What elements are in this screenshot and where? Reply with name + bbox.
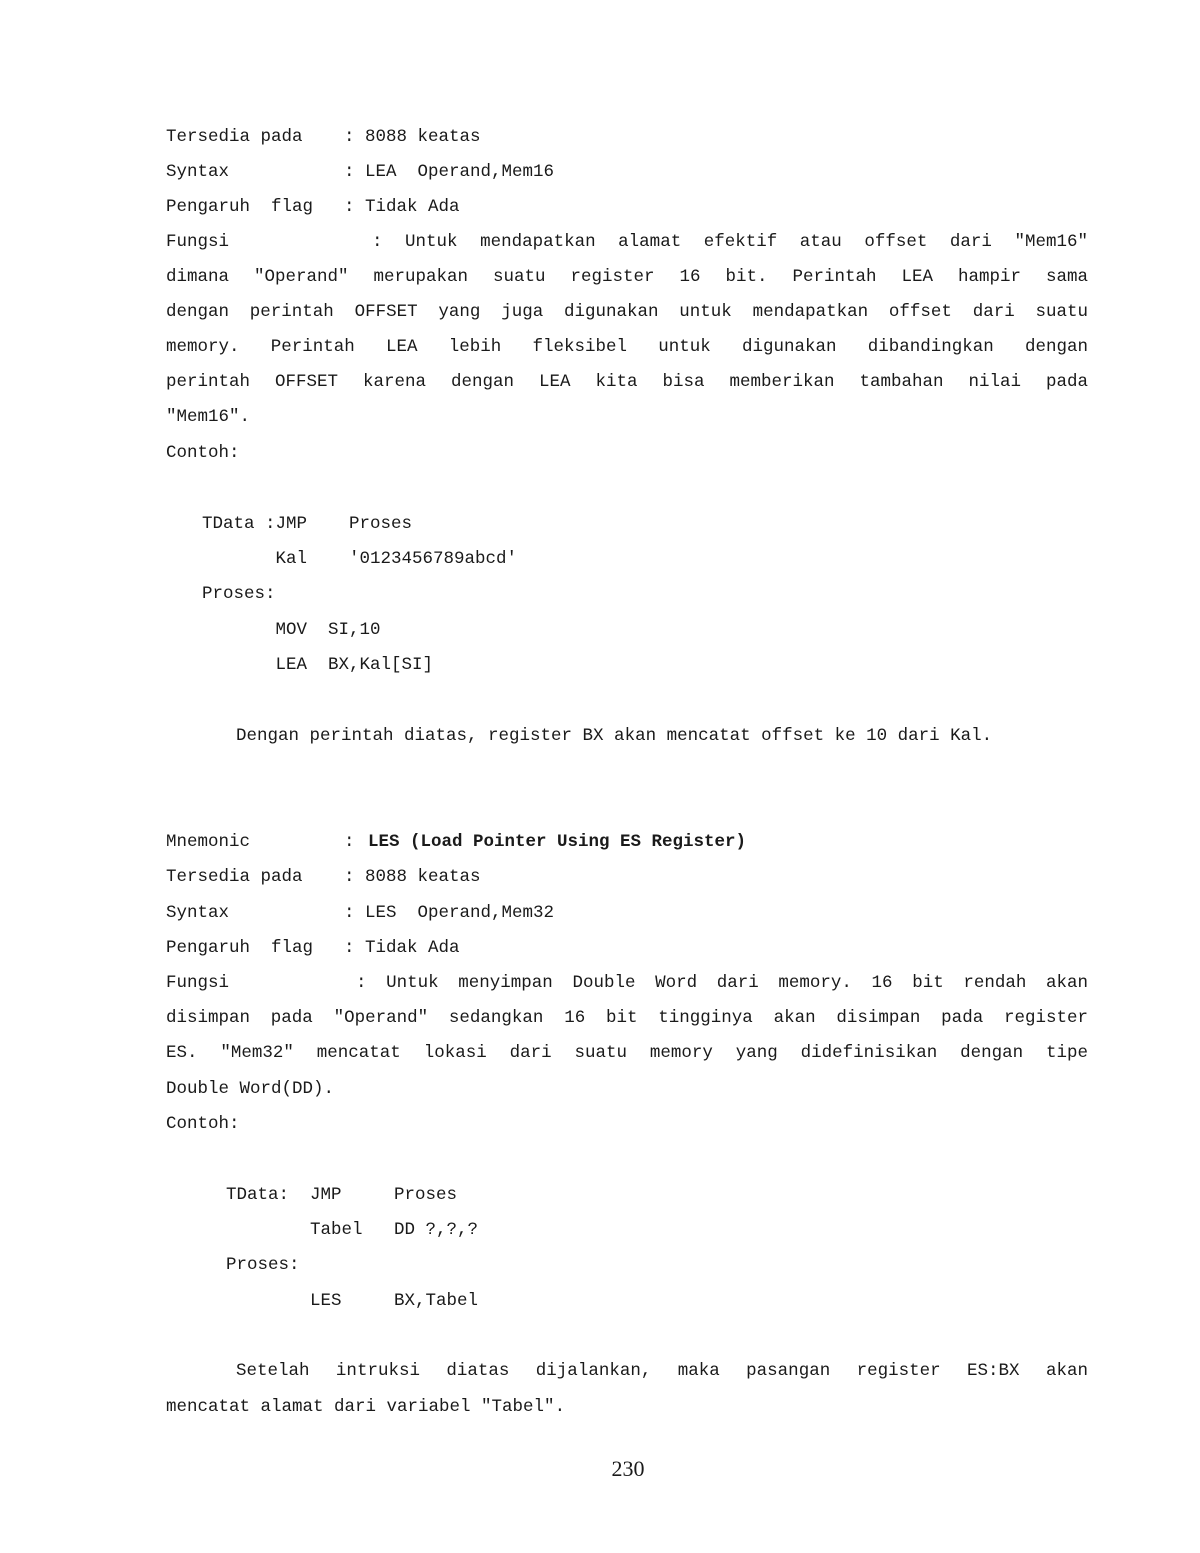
fungsi-text-line: memory. Perintah LEA lebih fleksibel untuk digunakan dibandingkan dengan: [166, 337, 1088, 357]
mnemonic-value: LES (Load Pointer Using ES Register): [368, 832, 747, 852]
fungsi-text-line: ES. "Mem32" mencatat lokasi dari suatu memory yang didefinisikan dengan tipe: [166, 1043, 1088, 1063]
explanation-note-line: mencatat alamat dari variabel "Tabel".: [166, 1397, 566, 1417]
code-line: TData :JMP Proses: [202, 514, 413, 534]
tersedia-value: : 8088 keatas: [344, 867, 481, 887]
code-line: TData: JMP Proses: [226, 1185, 458, 1205]
tersedia-value: : 8088 keatas: [344, 127, 481, 147]
contoh-label: Contoh:: [166, 1114, 240, 1134]
code-line: Kal '0123456789abcd': [202, 549, 518, 569]
explanation-note-line: Setelah intruksi diatas dijalankan, maka pasangan register ES:BX akan: [236, 1361, 1088, 1381]
syntax-value: : LEA Operand,Mem16: [344, 162, 555, 182]
explanation-note: Dengan perintah diatas, register BX akan mencatat offset ke 10 dari Kal.: [236, 726, 993, 746]
code-line: MOV SI,10: [202, 620, 381, 640]
syntax-value: : LES Operand,Mem32: [344, 903, 555, 923]
code-line: Proses:: [202, 584, 276, 604]
fungsi-text-line: perintah OFFSET karena dengan LEA kita bisa memberikan tambahan nilai pada: [166, 372, 1088, 392]
code-line: Tabel DD ?,?,?: [226, 1220, 479, 1240]
fungsi-text-line: "Mem16".: [166, 407, 251, 427]
fungsi-text-line: dengan perintah OFFSET yang juga digunakan untuk mendapatkan offset dari suatu: [166, 302, 1088, 322]
syntax-label: Syntax: [166, 162, 230, 182]
pengaruh-flag-label: Pengaruh flag: [166, 938, 314, 958]
code-line: Proses:: [226, 1255, 300, 1275]
code-line: LES BX,Tabel: [226, 1291, 479, 1311]
code-line: LEA BX,Kal[SI]: [202, 655, 434, 675]
pengaruh-flag-value: : Tidak Ada: [344, 197, 460, 217]
tersedia-label: Tersedia pada: [166, 127, 303, 147]
fungsi-label: Fungsi: [166, 973, 230, 993]
tersedia-label: Tersedia pada: [166, 867, 303, 887]
contoh-label: Contoh:: [166, 443, 240, 463]
mnemonic-label: Mnemonic: [166, 832, 251, 852]
pengaruh-flag-value: : Tidak Ada: [344, 938, 460, 958]
mnemonic-colon: :: [344, 832, 355, 852]
fungsi-text-line: : Untuk menyimpan Double Word dari memory. 16 bit rendah akan: [356, 973, 1088, 993]
syntax-label: Syntax: [166, 903, 230, 923]
fungsi-text-line: dimana "Operand" merupakan suatu register 16 bit. Perintah LEA hampir sama: [166, 267, 1088, 287]
fungsi-text-line: disimpan pada "Operand" sedangkan 16 bit tingginya akan disimpan pada register: [166, 1008, 1088, 1028]
fungsi-label: Fungsi: [166, 232, 230, 252]
fungsi-text-line: : Untuk mendapatkan alamat efektif atau offset dari "Mem16": [372, 232, 1088, 252]
fungsi-text-line: Double Word(DD).: [166, 1079, 335, 1099]
pengaruh-flag-label: Pengaruh flag: [166, 197, 314, 217]
page-number: 230: [611, 1456, 645, 1481]
